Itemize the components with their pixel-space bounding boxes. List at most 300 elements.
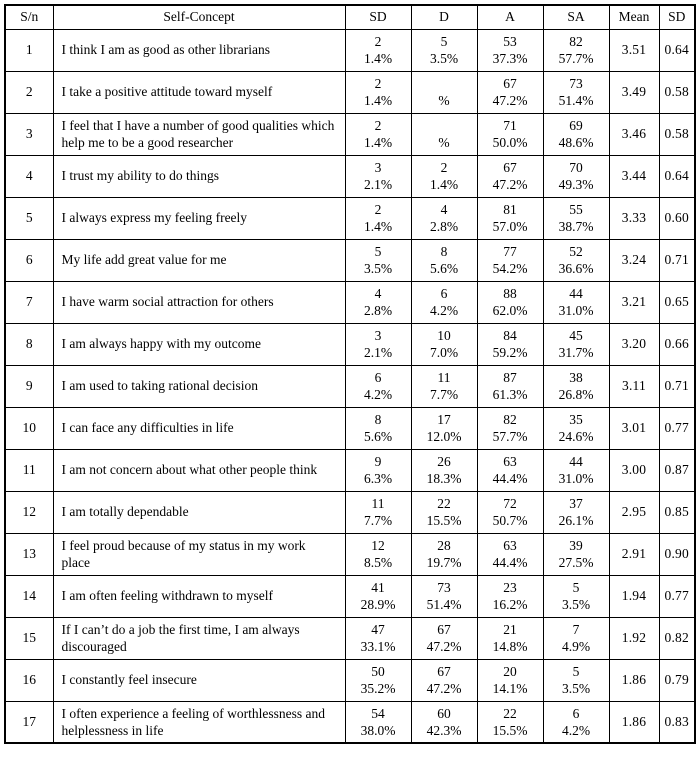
std-cell: 0.77: [659, 407, 695, 449]
count-line: 11: [437, 370, 451, 385]
table-row: [5, 491, 695, 533]
std-cell: 0.83: [659, 701, 695, 743]
d-cell: [411, 491, 477, 533]
count-line: 3: [374, 328, 382, 343]
percent-line: 49.3%: [558, 177, 594, 192]
mean-cell: 1.94: [609, 575, 659, 617]
sa-cell: [543, 491, 609, 533]
sa-cell: [543, 155, 609, 197]
mean-cell: 3.24: [609, 239, 659, 281]
count-line: 37: [569, 496, 583, 511]
count-line: 23: [503, 580, 517, 595]
percent-line: 1.4%: [363, 135, 393, 150]
std-cell: 0.58: [659, 113, 695, 155]
sa-cell: [543, 701, 609, 743]
sd-cell: [345, 533, 411, 575]
count-line: 4: [374, 286, 382, 301]
count-line: 44: [569, 286, 583, 301]
count-line: 2: [374, 34, 382, 49]
count-line: 4: [440, 202, 448, 217]
sn-cell: 6: [5, 239, 53, 281]
table-row: [5, 617, 695, 659]
count-line: 81: [503, 202, 517, 217]
percent-line: 1.4%: [429, 177, 459, 192]
sd-cell: [345, 155, 411, 197]
count-line: 53: [503, 34, 517, 49]
count-line: 12: [371, 538, 385, 553]
percent-line: 61.3%: [492, 387, 528, 402]
count-line: 11: [371, 496, 385, 511]
percent-line: 57.7%: [492, 429, 528, 444]
sn-cell: 9: [5, 365, 53, 407]
percent-line: 3.5%: [561, 681, 591, 696]
count-line: 63: [503, 454, 517, 469]
self-concept-table: [4, 4, 696, 744]
count-line: 6: [374, 370, 382, 385]
mean-cell: 3.00: [609, 449, 659, 491]
mean-cell: 2.91: [609, 533, 659, 575]
mean-cell: 3.51: [609, 29, 659, 71]
count-line: 47: [371, 622, 385, 637]
a-cell: [477, 197, 543, 239]
count-line: 44: [569, 454, 583, 469]
percent-line: 19.7%: [426, 555, 462, 570]
sn-cell: 7: [5, 281, 53, 323]
percent-line: 5.6%: [429, 261, 459, 276]
count-line: 22: [503, 705, 517, 721]
percent-line: 31.7%: [558, 345, 594, 360]
count-line: 55: [569, 202, 583, 217]
percent-line: 42.3%: [426, 722, 462, 738]
table-row: [5, 113, 695, 155]
sd-cell: [345, 29, 411, 71]
count-line: 7: [572, 622, 580, 637]
percent-line: 3.5%: [429, 51, 459, 66]
a-cell: [477, 281, 543, 323]
percent-line: 31.0%: [558, 471, 594, 486]
table-row: [5, 155, 695, 197]
percent-line: 2.1%: [363, 345, 393, 360]
percent-line: 16.2%: [492, 597, 528, 612]
a-cell: [477, 29, 543, 71]
count-line: 73: [569, 76, 583, 91]
percent-line: %: [438, 93, 450, 108]
a-cell: [477, 113, 543, 155]
sd-cell: [345, 239, 411, 281]
sa-cell: [543, 239, 609, 281]
count-line: 6: [440, 286, 448, 301]
table-row: [5, 281, 695, 323]
count-line: 88: [503, 286, 517, 301]
table-row: [5, 575, 695, 617]
statement-cell: I have warm social attraction for others: [53, 281, 345, 323]
std-cell: 0.87: [659, 449, 695, 491]
sa-cell: [543, 533, 609, 575]
std-cell: 0.77: [659, 575, 695, 617]
statement-cell: I am always happy with my outcome: [53, 323, 345, 365]
sa-cell: [543, 407, 609, 449]
header-sd2: SD: [659, 5, 695, 29]
count-line: 84: [503, 328, 517, 343]
d-cell: [411, 701, 477, 743]
count-line: 21: [503, 622, 517, 637]
count-line: 2: [440, 160, 448, 175]
d-cell: [411, 113, 477, 155]
percent-line: 4.2%: [561, 722, 591, 738]
a-cell: [477, 239, 543, 281]
percent-line: 47.2%: [426, 681, 462, 696]
header-mean: Mean: [609, 5, 659, 29]
table-row: [5, 29, 695, 71]
count-line: 82: [569, 34, 583, 49]
d-cell: [411, 29, 477, 71]
count-line: 73: [437, 580, 451, 595]
table-row: [5, 323, 695, 365]
count-line: 20: [503, 664, 517, 679]
table-row: [5, 659, 695, 701]
d-cell: [411, 575, 477, 617]
count-line: 60: [437, 705, 451, 721]
mean-cell: 3.11: [609, 365, 659, 407]
percent-line: 44.4%: [492, 471, 528, 486]
mean-cell: 3.21: [609, 281, 659, 323]
count-line: 3: [374, 160, 382, 175]
a-cell: [477, 365, 543, 407]
statement-cell: I trust my ability to do things: [53, 155, 345, 197]
sd-cell: [345, 407, 411, 449]
a-cell: [477, 71, 543, 113]
std-cell: 0.66: [659, 323, 695, 365]
statement-cell: I often experience a feeling of worthlessness and helplessness in life: [53, 701, 345, 743]
mean-cell: 3.01: [609, 407, 659, 449]
count-line: [415, 75, 474, 92]
a-cell: [477, 575, 543, 617]
percent-line: 27.5%: [558, 555, 594, 570]
table-body: [5, 29, 695, 743]
statement-cell: I am not concern about what other people think: [53, 449, 345, 491]
count-line: 2: [374, 202, 382, 217]
header-sd: SD: [345, 5, 411, 29]
sn-cell: 2: [5, 71, 53, 113]
d-cell: [411, 617, 477, 659]
count-line: 67: [503, 160, 517, 175]
std-cell: 0.90: [659, 533, 695, 575]
a-cell: [477, 491, 543, 533]
percent-line: 5.6%: [363, 429, 393, 444]
sd-cell: [345, 491, 411, 533]
percent-line: 62.0%: [492, 303, 528, 318]
percent-line: 48.6%: [558, 135, 594, 150]
statement-cell: I feel proud because of my status in my work place: [53, 533, 345, 575]
std-cell: 0.71: [659, 365, 695, 407]
sa-cell: [543, 617, 609, 659]
percent-line: 38.0%: [360, 722, 396, 738]
percent-line: 1.4%: [363, 93, 393, 108]
std-cell: 0.64: [659, 29, 695, 71]
percent-line: 15.5%: [426, 513, 462, 528]
count-line: 67: [437, 622, 451, 637]
percent-line: 24.6%: [558, 429, 594, 444]
a-cell: [477, 323, 543, 365]
percent-line: 3.5%: [561, 597, 591, 612]
count-line: 69: [569, 118, 583, 133]
percent-line: 54.2%: [492, 261, 528, 276]
count-line: 8: [374, 412, 382, 427]
count-line: 54: [371, 705, 385, 721]
sa-cell: [543, 281, 609, 323]
sn-cell: 11: [5, 449, 53, 491]
a-cell: [477, 155, 543, 197]
count-line: 17: [437, 412, 451, 427]
a-cell: [477, 533, 543, 575]
count-line: [415, 117, 474, 134]
sd-cell: [345, 617, 411, 659]
table-row: [5, 701, 695, 743]
sn-cell: 3: [5, 113, 53, 155]
sd-cell: [345, 659, 411, 701]
sa-cell: [543, 323, 609, 365]
percent-line: 4.2%: [363, 387, 393, 402]
statement-cell: I am often feeling withdrawn to myself: [53, 575, 345, 617]
percent-line: 31.0%: [558, 303, 594, 318]
d-cell: [411, 449, 477, 491]
header-a: A: [477, 5, 543, 29]
a-cell: [477, 449, 543, 491]
header-sa: SA: [543, 5, 609, 29]
std-cell: 0.85: [659, 491, 695, 533]
count-line: 67: [503, 76, 517, 91]
statement-cell: I am used to taking rational decision: [53, 365, 345, 407]
count-line: 63: [503, 538, 517, 553]
sn-cell: 1: [5, 29, 53, 71]
std-cell: 0.79: [659, 659, 695, 701]
sd-cell: [345, 365, 411, 407]
mean-cell: 3.46: [609, 113, 659, 155]
d-cell: [411, 239, 477, 281]
count-line: 5: [572, 664, 580, 679]
count-line: 41: [371, 580, 385, 595]
percent-line: 8.5%: [363, 555, 393, 570]
sn-cell: 17: [5, 701, 53, 743]
d-cell: [411, 407, 477, 449]
count-line: 39: [569, 538, 583, 553]
d-cell: [411, 659, 477, 701]
sn-cell: 10: [5, 407, 53, 449]
a-cell: [477, 407, 543, 449]
count-line: 82: [503, 412, 517, 427]
percent-line: 2.1%: [363, 177, 393, 192]
sd-cell: [345, 323, 411, 365]
percent-line: 4.2%: [429, 303, 459, 318]
sd-cell: [345, 575, 411, 617]
count-line: 72: [503, 496, 517, 511]
count-line: 5: [374, 244, 382, 259]
sn-cell: 16: [5, 659, 53, 701]
percent-line: 4.9%: [561, 639, 591, 654]
count-line: 28: [437, 538, 451, 553]
statement-cell: I can face any difficulties in life: [53, 407, 345, 449]
d-cell: [411, 365, 477, 407]
sn-cell: 8: [5, 323, 53, 365]
count-line: 50: [371, 664, 385, 679]
mean-cell: 3.33: [609, 197, 659, 239]
mean-cell: 3.20: [609, 323, 659, 365]
percent-line: 14.1%: [492, 681, 528, 696]
count-line: 2: [374, 118, 382, 133]
percent-line: 1.4%: [363, 51, 393, 66]
percent-line: 2.8%: [429, 219, 459, 234]
count-line: 52: [569, 244, 583, 259]
count-line: 67: [437, 664, 451, 679]
count-line: 9: [374, 454, 382, 469]
mean-cell: 3.44: [609, 155, 659, 197]
sa-cell: [543, 197, 609, 239]
sd-cell: [345, 701, 411, 743]
d-cell: [411, 281, 477, 323]
sn-cell: 5: [5, 197, 53, 239]
table-row: [5, 197, 695, 239]
sn-cell: 12: [5, 491, 53, 533]
std-cell: 0.58: [659, 71, 695, 113]
statement-cell: I constantly feel insecure: [53, 659, 345, 701]
mean-cell: 1.92: [609, 617, 659, 659]
percent-line: 35.2%: [360, 681, 396, 696]
a-cell: [477, 617, 543, 659]
d-cell: [411, 323, 477, 365]
mean-cell: 1.86: [609, 701, 659, 743]
percent-line: 7.0%: [429, 345, 459, 360]
table-row: [5, 449, 695, 491]
table-header: [5, 5, 695, 29]
percent-line: 6.3%: [363, 471, 393, 486]
percent-line: 7.7%: [363, 513, 393, 528]
header-self-concept: Self-Concept: [53, 5, 345, 29]
statement-cell: I take a positive attitude toward myself: [53, 71, 345, 113]
header-d: D: [411, 5, 477, 29]
sd-cell: [345, 449, 411, 491]
table-row: [5, 365, 695, 407]
sd-cell: [345, 281, 411, 323]
count-line: 71: [503, 118, 517, 133]
sd-cell: [345, 197, 411, 239]
percent-line: 14.8%: [492, 639, 528, 654]
count-line: 70: [569, 160, 583, 175]
statement-cell: I think I am as good as other librarians: [53, 29, 345, 71]
sa-cell: [543, 659, 609, 701]
percent-line: 50.7%: [492, 513, 528, 528]
table-row: [5, 407, 695, 449]
sa-cell: [543, 71, 609, 113]
percent-line: 59.2%: [492, 345, 528, 360]
statement-cell: I am totally dependable: [53, 491, 345, 533]
header-sn: S/n: [5, 5, 53, 29]
percent-line: 3.5%: [363, 261, 393, 276]
statement-cell: I feel that I have a number of good qualities which help me to be a good researcher: [53, 113, 345, 155]
mean-cell: 3.49: [609, 71, 659, 113]
table-row: [5, 71, 695, 113]
mean-cell: 2.95: [609, 491, 659, 533]
percent-line: 47.2%: [492, 177, 528, 192]
std-cell: 0.60: [659, 197, 695, 239]
count-line: 5: [572, 580, 580, 595]
count-line: 87: [503, 370, 517, 385]
statement-cell: If I can’t do a job the first time, I am always discouraged: [53, 617, 345, 659]
count-line: 26: [437, 454, 451, 469]
percent-line: 36.6%: [558, 261, 594, 276]
count-line: 6: [572, 705, 580, 721]
percent-line: 57.7%: [558, 51, 594, 66]
percent-line: 26.8%: [558, 387, 594, 402]
std-cell: 0.82: [659, 617, 695, 659]
percent-line: 47.2%: [426, 639, 462, 654]
count-line: 38: [569, 370, 583, 385]
percent-line: 44.4%: [492, 555, 528, 570]
sn-cell: 15: [5, 617, 53, 659]
sa-cell: [543, 449, 609, 491]
percent-line: 2.8%: [363, 303, 393, 318]
sd-cell: [345, 113, 411, 155]
sn-cell: 13: [5, 533, 53, 575]
d-cell: [411, 533, 477, 575]
count-line: 2: [374, 76, 382, 91]
sd-cell: [345, 71, 411, 113]
statement-cell: I always express my feeling freely: [53, 197, 345, 239]
d-cell: [411, 197, 477, 239]
sa-cell: [543, 365, 609, 407]
count-line: 22: [437, 496, 451, 511]
percent-line: 37.3%: [492, 51, 528, 66]
header-row: [5, 5, 695, 29]
table-row: [5, 239, 695, 281]
sa-cell: [543, 113, 609, 155]
std-cell: 0.71: [659, 239, 695, 281]
sn-cell: 14: [5, 575, 53, 617]
count-line: 45: [569, 328, 583, 343]
sa-cell: [543, 29, 609, 71]
percent-line: %: [438, 135, 450, 150]
percent-line: 38.7%: [558, 219, 594, 234]
percent-line: 50.0%: [492, 135, 528, 150]
a-cell: [477, 659, 543, 701]
percent-line: 26.1%: [558, 513, 594, 528]
count-line: 5: [440, 34, 448, 49]
percent-line: 51.4%: [558, 93, 594, 108]
statement-cell: My life add great value for me: [53, 239, 345, 281]
percent-line: 51.4%: [426, 597, 462, 612]
percent-line: 7.7%: [429, 387, 459, 402]
count-line: 10: [437, 328, 451, 343]
d-cell: [411, 71, 477, 113]
percent-line: 18.3%: [426, 471, 462, 486]
table-row: [5, 533, 695, 575]
sa-cell: [543, 575, 609, 617]
percent-line: 1.4%: [363, 219, 393, 234]
percent-line: 57.0%: [492, 219, 528, 234]
a-cell: [477, 701, 543, 743]
percent-line: 47.2%: [492, 93, 528, 108]
percent-line: 33.1%: [360, 639, 396, 654]
count-line: 35: [569, 412, 583, 427]
percent-line: 12.0%: [426, 429, 462, 444]
mean-cell: 1.86: [609, 659, 659, 701]
count-line: 8: [440, 244, 448, 259]
d-cell: [411, 155, 477, 197]
std-cell: 0.64: [659, 155, 695, 197]
percent-line: 28.9%: [360, 597, 396, 612]
std-cell: 0.65: [659, 281, 695, 323]
count-line: 77: [503, 244, 517, 259]
sn-cell: 4: [5, 155, 53, 197]
